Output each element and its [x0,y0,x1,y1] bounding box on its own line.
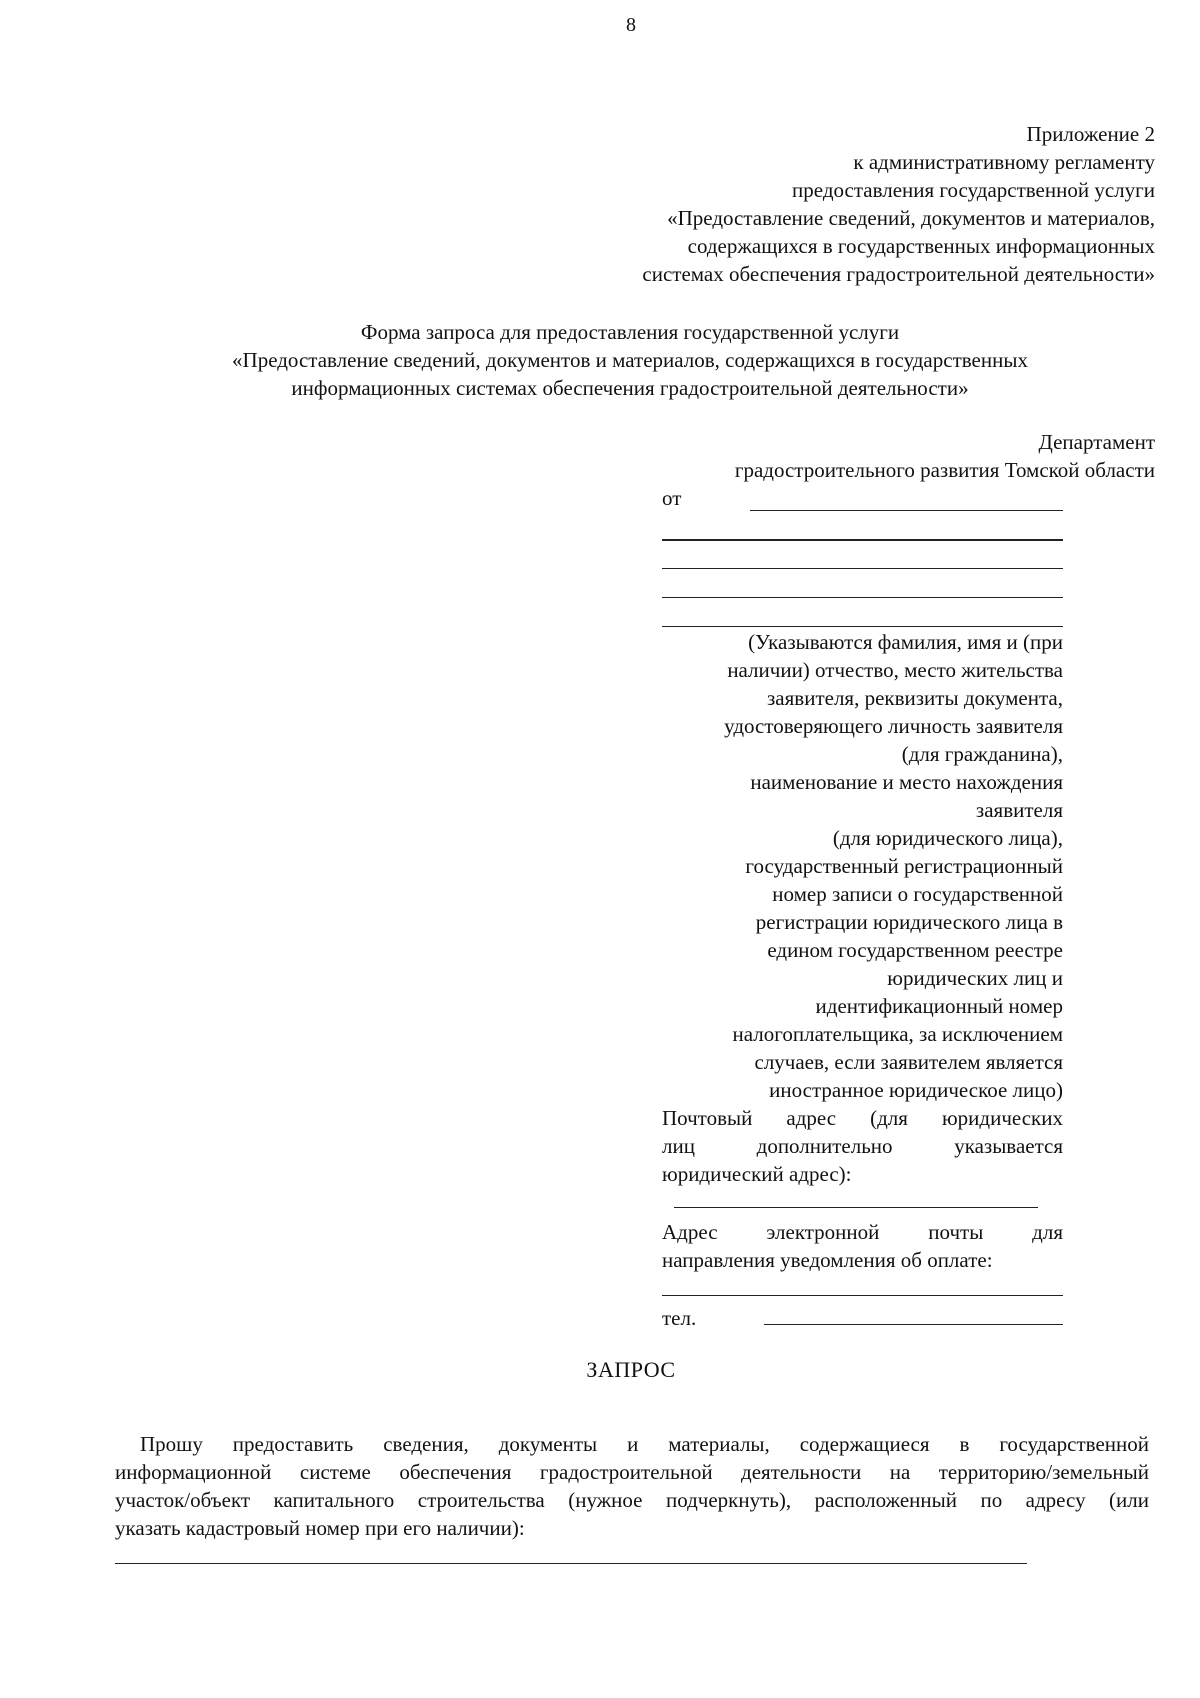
phone-field[interactable] [764,1324,1063,1325]
instruction-line: номер записи о государственной [772,882,1063,906]
request-text-line: информационной системе обеспечения градостроительной деятельности на территорию/земельный [115,1460,1149,1484]
email-label: направления уведомления об оплате: [662,1248,993,1272]
form-title-line: Форма запроса для предоставления государственной услуги [360,320,900,344]
postal-address-label: юридический адрес): [662,1162,852,1186]
phone-label: тел. [662,1306,697,1330]
instruction-line: случаев, если заявителем является [754,1050,1063,1074]
request-text-line: Прошу предоставить сведения, документы и материалы, содержащиеся в государственной [140,1432,1149,1456]
email-field[interactable] [662,1295,1063,1296]
instruction-line: юридических лиц и [887,966,1063,990]
instruction-line: налогоплательщика, за исключением [732,1022,1063,1046]
appendix-line: содержащихся в государственных информационных [687,234,1155,258]
instruction-line: (Указываются фамилия, имя и (при [748,630,1063,654]
instruction-line: идентификационный номер [815,994,1063,1018]
from-label: от [662,486,682,510]
request-text-line: участок/объект капитального строительства (нужное подчеркнуть), расположенный по адресу (или [115,1488,1149,1512]
instruction-line: (для юридического лица), [832,826,1063,850]
applicant-name-field[interactable] [750,510,1063,511]
appendix-line: системах обеспечения градостроительной деятельности» [642,262,1155,286]
request-title: ЗАПРОС [586,1357,676,1382]
postal-address-label: лиц дополнительно указывается [662,1134,1063,1158]
applicant-details-field[interactable] [662,539,1063,541]
instruction-line: иностранное юридическое лицо) [769,1078,1063,1102]
applicant-details-field[interactable] [662,597,1063,598]
request-text-line: указать кадастровый номер при его наличии): [115,1516,525,1540]
instruction-line: наличии) отчество, место жительства [727,658,1063,682]
instruction-line: удостоверяющего личность заявителя [724,714,1063,738]
applicant-details-field[interactable] [662,568,1063,569]
instruction-line: наименование и место нахождения [750,770,1063,794]
email-label: Адрес электронной почты для [662,1220,1063,1244]
appendix-line: к административному регламенту [853,150,1155,174]
appendix-line: предоставления государственной услуги [792,178,1155,202]
applicant-details-field[interactable] [662,626,1063,627]
department-name: градостроительного развития Томской области [734,458,1155,482]
form-title-line: «Предоставление сведений, документов и материалов, содержащихся в государственных [232,348,1028,372]
postal-address-field[interactable] [674,1207,1038,1208]
instruction-line: едином государственном реестре [767,938,1063,962]
form-title-line: информационных системах обеспечения градостроительной деятельности» [291,376,969,400]
instruction-line: заявителя [975,798,1063,822]
department-name: Департамент [1038,430,1155,454]
page-number: 8 [626,14,636,36]
instruction-line: государственный регистрационный [745,854,1063,878]
address-input-field[interactable] [115,1563,1027,1564]
instruction-line: регистрации юридического лица в [755,910,1063,934]
appendix-line: «Предоставление сведений, документов и материалов, [667,206,1155,230]
instruction-line: (для гражданина), [901,742,1063,766]
appendix-line: Приложение 2 [1026,122,1155,146]
postal-address-label: Почтовый адрес (для юридических [662,1106,1063,1130]
instruction-line: заявителя, реквизиты документа, [767,686,1063,710]
